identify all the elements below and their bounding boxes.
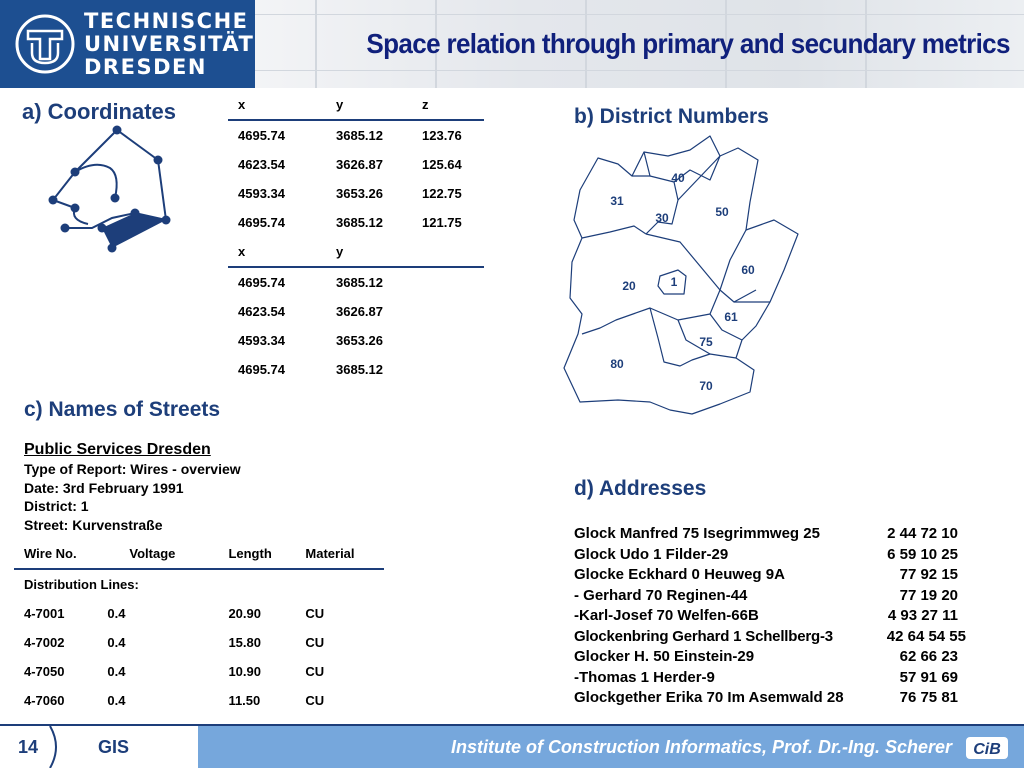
table-cell: 3626.87 [336, 304, 383, 319]
address-name: Glock Udo 1 Filder-29 [574, 545, 729, 563]
institute-credit: Institute of Construction Informatics, Prof. Dr.-Ing. Scherer [450, 737, 952, 757]
table-cell: 4623.54 [238, 157, 285, 172]
district-label: 61 [724, 310, 738, 324]
address-list [574, 524, 994, 709]
table-cell: 122.75 [422, 186, 462, 201]
district-label: 40 [671, 171, 685, 185]
section-title-coordinates: a) Coordinates [22, 99, 177, 124]
list-item [574, 688, 994, 709]
table-cell: 20.90 [228, 606, 261, 621]
list-item [574, 524, 994, 545]
table-cell: 3685.12 [336, 275, 383, 290]
table-row [228, 150, 484, 179]
column-header: x [228, 237, 336, 267]
table-row [228, 355, 484, 384]
table-row [14, 686, 384, 715]
table-cell: 4593.34 [238, 186, 285, 201]
table-cell: 121.75 [422, 215, 462, 230]
address-phone: 76 75 81 [899, 689, 958, 706]
cib-logo-text: CiB [973, 741, 1001, 758]
report-date: Date: 3rd February 1991 [24, 479, 184, 496]
table-cell [422, 326, 484, 355]
list-item [574, 545, 994, 566]
section-title-addresses: d) Addresses [574, 477, 707, 500]
table-cell: 15.80 [228, 635, 261, 650]
table-cell [422, 297, 484, 326]
address-phone: 77 92 15 [899, 566, 958, 583]
slide-title: Space relation through primary and secundary metrics [366, 28, 1010, 59]
column-header: z [422, 90, 484, 120]
column-header: Length [228, 539, 305, 569]
district-label: 60 [741, 263, 755, 277]
table-cell: 11.50 [228, 693, 261, 708]
coordinates-table [228, 90, 484, 384]
table-header-row [228, 90, 484, 120]
table-cell: 4-7001 [24, 606, 65, 621]
report-header [24, 440, 241, 534]
table-cell: 10.90 [228, 664, 261, 679]
logo-line-2: UNIVERSITÄT [84, 32, 255, 56]
table-cell: CU [305, 606, 325, 621]
list-item [574, 586, 994, 607]
address-phone: 77 19 20 [899, 586, 958, 604]
table-cell: CU [305, 693, 325, 708]
address-name: Glocke Eckhard 0 Heuweg 9A [574, 566, 785, 583]
table-cell: CU [305, 664, 325, 679]
district-label: 30 [655, 211, 669, 225]
address-name: -Karl-Josef 70 Welfen-66B [574, 607, 759, 624]
table-cell: 3685.12 [336, 128, 383, 143]
column-header: Wire No. [14, 539, 107, 569]
address-phone: 57 91 69 [899, 668, 958, 686]
column-header: y [336, 90, 422, 120]
table-cell: 4623.54 [238, 304, 285, 319]
district-label: 1 [670, 275, 678, 289]
address-phone: 4 93 27 11 [887, 607, 958, 624]
table-cell: 0.4 [107, 606, 126, 621]
report-type: Type of Report: Wires - overview [24, 461, 241, 477]
table-row [228, 120, 484, 150]
tu-dresden-emblem-icon [14, 13, 76, 75]
address-name: Glocker H. 50 Einstein-29 [574, 648, 755, 665]
report-district: District: 1 [24, 498, 89, 514]
group-label: Distribution Lines: [24, 577, 139, 592]
district-label: 80 [610, 357, 624, 371]
table-cell: 3685.12 [336, 362, 383, 377]
table-cell: 3626.87 [336, 157, 383, 172]
table-cell: 125.64 [422, 157, 462, 172]
coordinates-polygon-figure [40, 120, 190, 260]
table-cell: 0.4 [107, 664, 126, 679]
address-name: -Thomas 1 Herder-9 [574, 668, 715, 686]
cib-logo-icon [966, 737, 1008, 759]
tu-dresden-logo [0, 0, 255, 88]
table-cell: 4695.74 [238, 128, 285, 143]
table-cell: 3653.26 [336, 333, 383, 348]
logo-line-3: DRESDEN [84, 55, 207, 79]
table-cell [422, 267, 484, 297]
table-row [14, 657, 384, 686]
table-cell: 4695.74 [238, 215, 285, 230]
logo-line-1: TECHNISCHE [84, 9, 249, 33]
wires-table [14, 539, 384, 715]
report-street: Street: Kurvenstraße [24, 516, 163, 533]
address-phone: 2 44 72 10 [887, 525, 958, 542]
table-cell: 3685.12 [336, 215, 383, 230]
table-cell: 4695.74 [238, 275, 285, 290]
table-cell [422, 355, 484, 384]
list-item [574, 647, 994, 668]
table-cell: 4-7060 [24, 693, 65, 708]
table-row [228, 297, 484, 326]
page-number: 14 [18, 737, 39, 757]
table-row [228, 208, 484, 237]
section-title-names-of-streets: c) Names of Streets [24, 398, 221, 421]
table-row [228, 179, 484, 208]
column-header: Material [305, 539, 384, 569]
address-phone: 62 66 23 [899, 648, 958, 665]
column-header [422, 237, 484, 267]
address-name: Glock Manfred 75 Isegrimmweg 25 [574, 525, 820, 542]
district-map [560, 130, 810, 420]
address-name: Glockgether Erika 70 Im Asemwald 28 [574, 689, 844, 706]
table-cell: 4-7050 [24, 664, 65, 679]
district-label: 20 [622, 279, 636, 293]
table-cell: 0.4 [107, 693, 126, 708]
table-cell: 0.4 [107, 635, 126, 650]
section-title-district-numbers: b) District Numbers [574, 105, 769, 128]
district-label: 70 [699, 379, 713, 393]
table-cell: CU [305, 635, 325, 650]
address-name: Glockenbring Gerhard 1 Schellberg-3 [574, 627, 833, 645]
list-item [574, 565, 994, 586]
table-cell: 4-7002 [24, 635, 65, 650]
table-cell: 3653.26 [336, 186, 383, 201]
table-row [228, 326, 484, 355]
list-item [574, 606, 994, 627]
list-item [574, 668, 994, 689]
address-phone: 42 64 54 55 [886, 627, 966, 645]
course-name: GIS [98, 737, 130, 757]
address-phone: 6 59 10 25 [887, 545, 958, 563]
report-title: Public Services Dresden [24, 441, 211, 458]
column-header: y [336, 237, 422, 267]
table-group-row [14, 569, 384, 599]
list-item [574, 627, 994, 648]
district-label: 50 [715, 205, 729, 219]
table-header-row [14, 539, 384, 569]
district-label: 75 [699, 335, 713, 349]
table-cell: 123.76 [422, 128, 462, 143]
table-row [14, 599, 384, 628]
table-row [14, 628, 384, 657]
district-label: 31 [610, 194, 624, 208]
column-header: Voltage [107, 539, 228, 569]
table-row [228, 267, 484, 297]
column-header: x [228, 90, 336, 120]
table-cell: 4695.74 [238, 362, 285, 377]
address-name: - Gerhard 70 Reginen-44 [574, 586, 748, 604]
table-header-row [228, 237, 484, 267]
table-cell: 4593.34 [238, 333, 285, 348]
